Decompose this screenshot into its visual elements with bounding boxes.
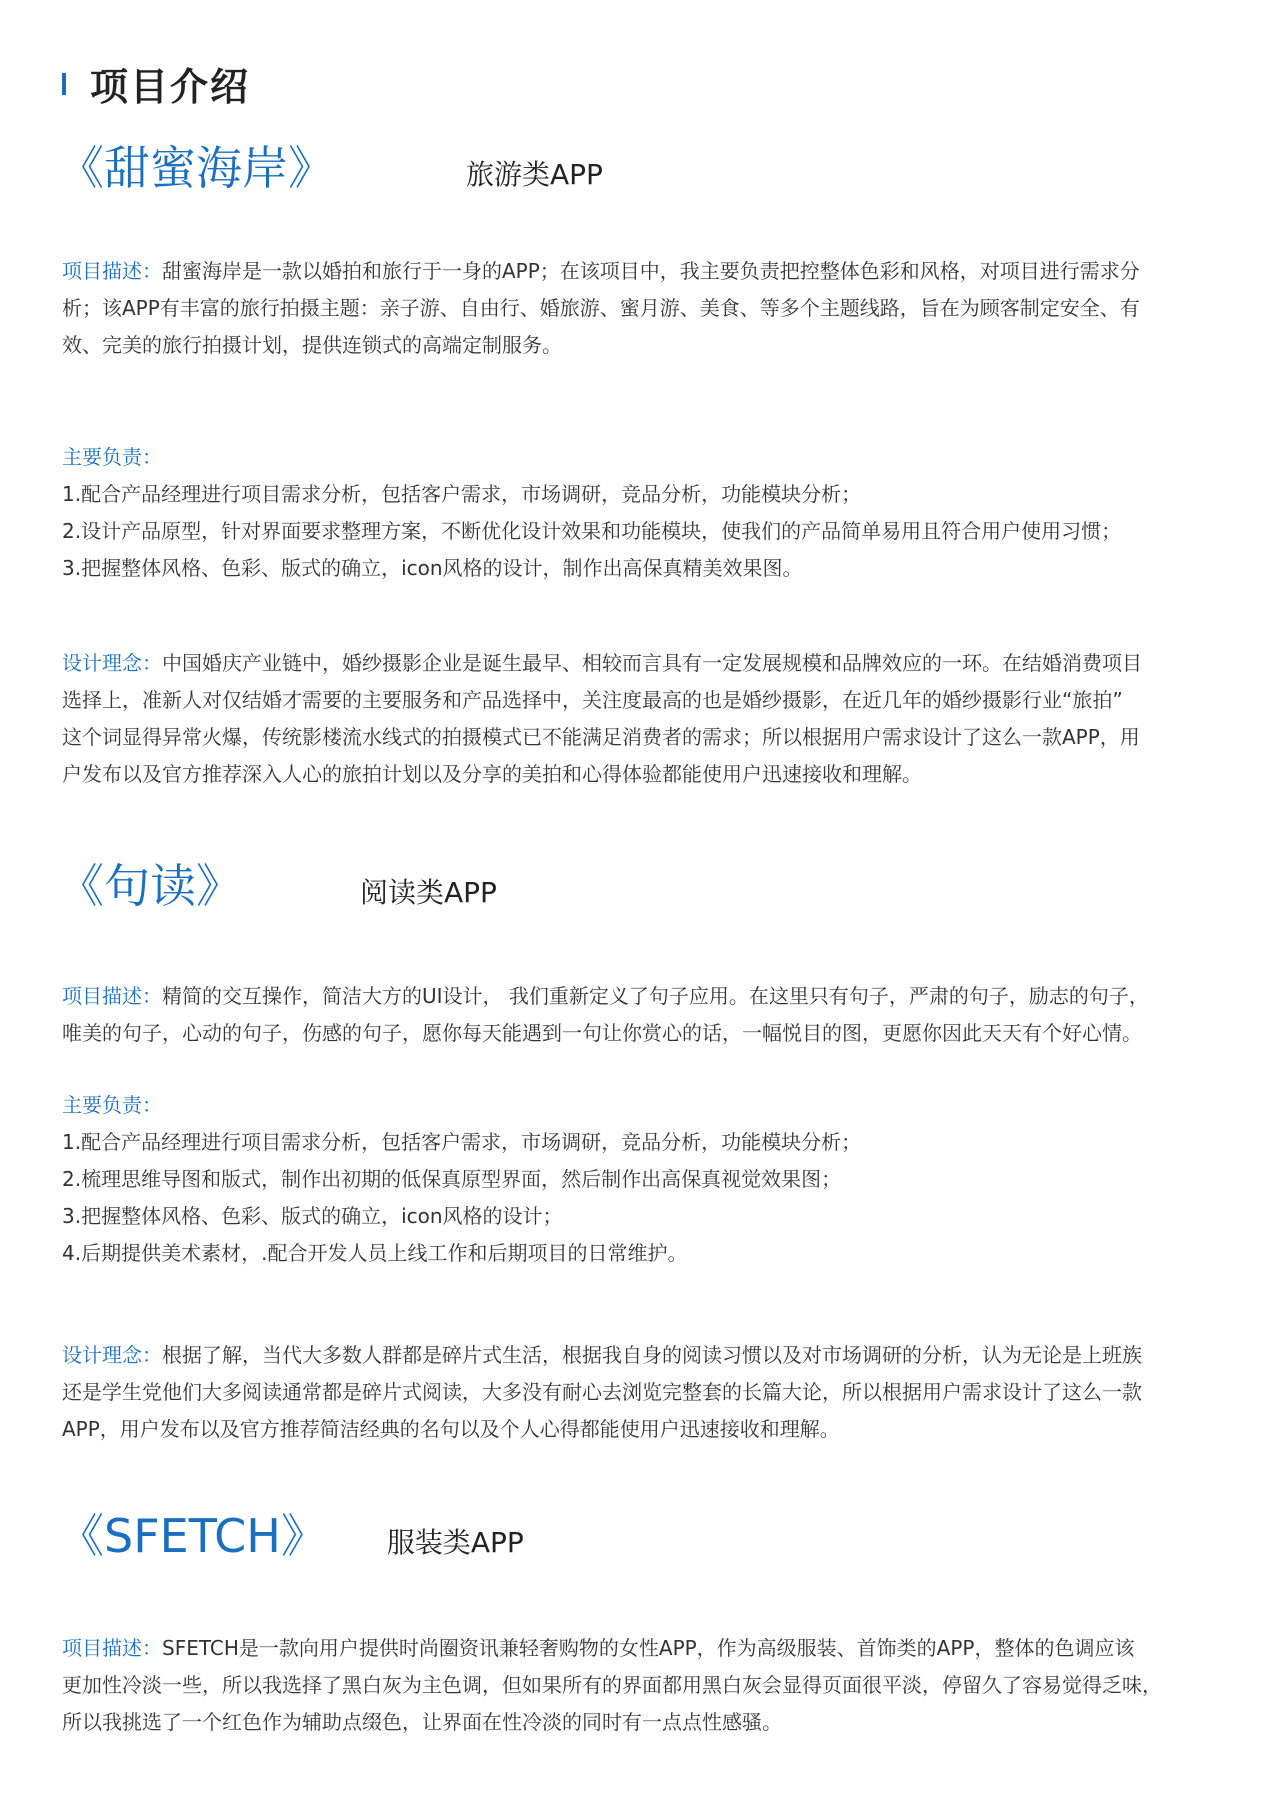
responsibilities-label: 主要负责：: [62, 1093, 162, 1117]
project-category: 阅读类APP: [360, 876, 497, 909]
accent-bar: [62, 73, 66, 95]
design-concept: [62, 645, 1232, 793]
text-line: 项目描述：甜蜜海岸是一款以婚拍和旅行于一身的APP；在该项目中，我主要负责把控整体色彩和风格，对项目进行需求分: [62, 259, 1140, 283]
text-line: 析；该APP有丰富的旅行拍摄主题：亲子游、自由行、婚旅游、蜜月游、美食、等多个主题线路，旨在为顾客制定安全、有: [62, 296, 1140, 320]
list-item: 1.配合产品经理进行项目需求分析，包括客户需求，市场调研，竞品分析，功能模块分析；: [62, 482, 862, 506]
project-name: 《SFETCH》: [58, 1509, 327, 1563]
project-name: 《甜蜜海岸》: [58, 141, 334, 195]
project-description: [62, 253, 1232, 364]
project-title-3: [58, 1500, 524, 1566]
list-item: 1.配合产品经理进行项目需求分析，包括客户需求，市场调研，竞品分析，功能模块分析；: [62, 1130, 862, 1154]
text-line: 选择上，准新人对仅结婚才需要的主要服务和产品选择中，关注度最高的也是婚纱摄影，在近几年的婚纱摄影行业“旅拍”: [62, 688, 1123, 712]
project-description: [62, 1630, 1232, 1741]
responsibilities: [62, 1087, 1232, 1272]
text-line: 设计理念：根据了解，当代大多数人群都是碎片式生活，根据我自身的阅读习惯以及对市场调研的分析，认为无论是上班族: [62, 1343, 1142, 1367]
text-line: 这个词显得异常火爆，传统影楼流水线式的拍摄模式已不能满足消费者的需求；所以根据用户需求设计了这么一款APP，用: [62, 725, 1140, 749]
text-line: 项目描述：SFETCH是一款向用户提供时尚圈资讯兼轻奢购物的女性APP，作为高级服装、首饰类的APP，整体的色调应该: [62, 1636, 1135, 1660]
list-item: 3.把握整体风格、色彩、版式的确立，icon风格的设计，制作出高保真精美效果图。: [62, 556, 803, 580]
text-line: APP，用户发布以及官方推荐简洁经典的名句以及个人心得都能使用户迅速接收和理解。: [62, 1417, 840, 1441]
project-category: 服装类APP: [386, 1526, 524, 1559]
text-line: 户发布以及官方推荐深入人心的旅拍计划以及分享的美拍和心得体验都能使用户迅速接收和理解。: [62, 762, 922, 786]
list-item: 4.后期提供美术素材，.配合开发人员上线工作和后期项目的日常维护。: [62, 1241, 688, 1265]
text-line: 还是学生党他们大多阅读通常都是碎片式阅读，大多没有耐心去浏览完整套的长篇大论，所以根据用户需求设计了这么一款: [62, 1380, 1142, 1404]
project-title-1: [58, 132, 603, 198]
description-label: 项目描述：: [62, 984, 162, 1008]
responsibilities: [62, 439, 1232, 587]
project-name: 《句读》: [58, 859, 242, 913]
list-item: 2.设计产品原型，针对界面要求整理方案，不断优化设计效果和功能模块，使我们的产品简单易用且符合用户使用习惯；: [62, 519, 1122, 543]
page-title: 项目介绍: [90, 65, 251, 109]
list-item: 3.把握整体风格、色彩、版式的确立，icon风格的设计；: [62, 1204, 563, 1228]
responsibilities-label: 主要负责：: [62, 445, 162, 469]
concept-label: 设计理念：: [62, 1343, 162, 1367]
list-item: 2.梳理思维导图和版式，制作出初期的低保真原型界面，然后制作出高保真视觉效果图；: [62, 1167, 842, 1191]
text-line: 效、完美的旅行拍摄计划，提供连锁式的高端定制服务。: [62, 333, 562, 357]
text-line: 唯美的句子，心动的句子，伤感的句子，愿你每天能遇到一句让你赏心的话，一幅悦目的图，更愿你因此天天有个好心情。: [62, 1021, 1142, 1045]
section-header: [62, 56, 250, 111]
concept-label: 设计理念：: [62, 651, 162, 675]
project-category: 旅游类APP: [466, 158, 603, 191]
description-label: 项目描述：: [62, 259, 162, 283]
design-concept: [62, 1337, 1232, 1448]
text-line: 项目描述：精简的交互操作，简洁大方的UI设计， 我们重新定义了句子应用。在这里只有句子，严肃的句子，励志的句子，: [62, 984, 1149, 1008]
project-description: [62, 978, 1232, 1052]
text-line: 所以我挑选了一个红色作为辅助点缀色，让界面在性冷淡的同时有一点点性感骚。: [62, 1710, 782, 1734]
description-label: 项目描述：: [62, 1636, 162, 1660]
project-title-2: [58, 850, 497, 916]
text-line: 更加性冷淡一些，所以我选择了黑白灰为主色调，但如果所有的界面都用黑白灰会显得页面很平淡，停留久了容易觉得乏味，: [62, 1673, 1162, 1697]
text-line: 设计理念：中国婚庆产业链中，婚纱摄影企业是诞生最早、相较而言具有一定发展规模和品牌效应的一环。在结婚消费项目: [62, 651, 1142, 675]
